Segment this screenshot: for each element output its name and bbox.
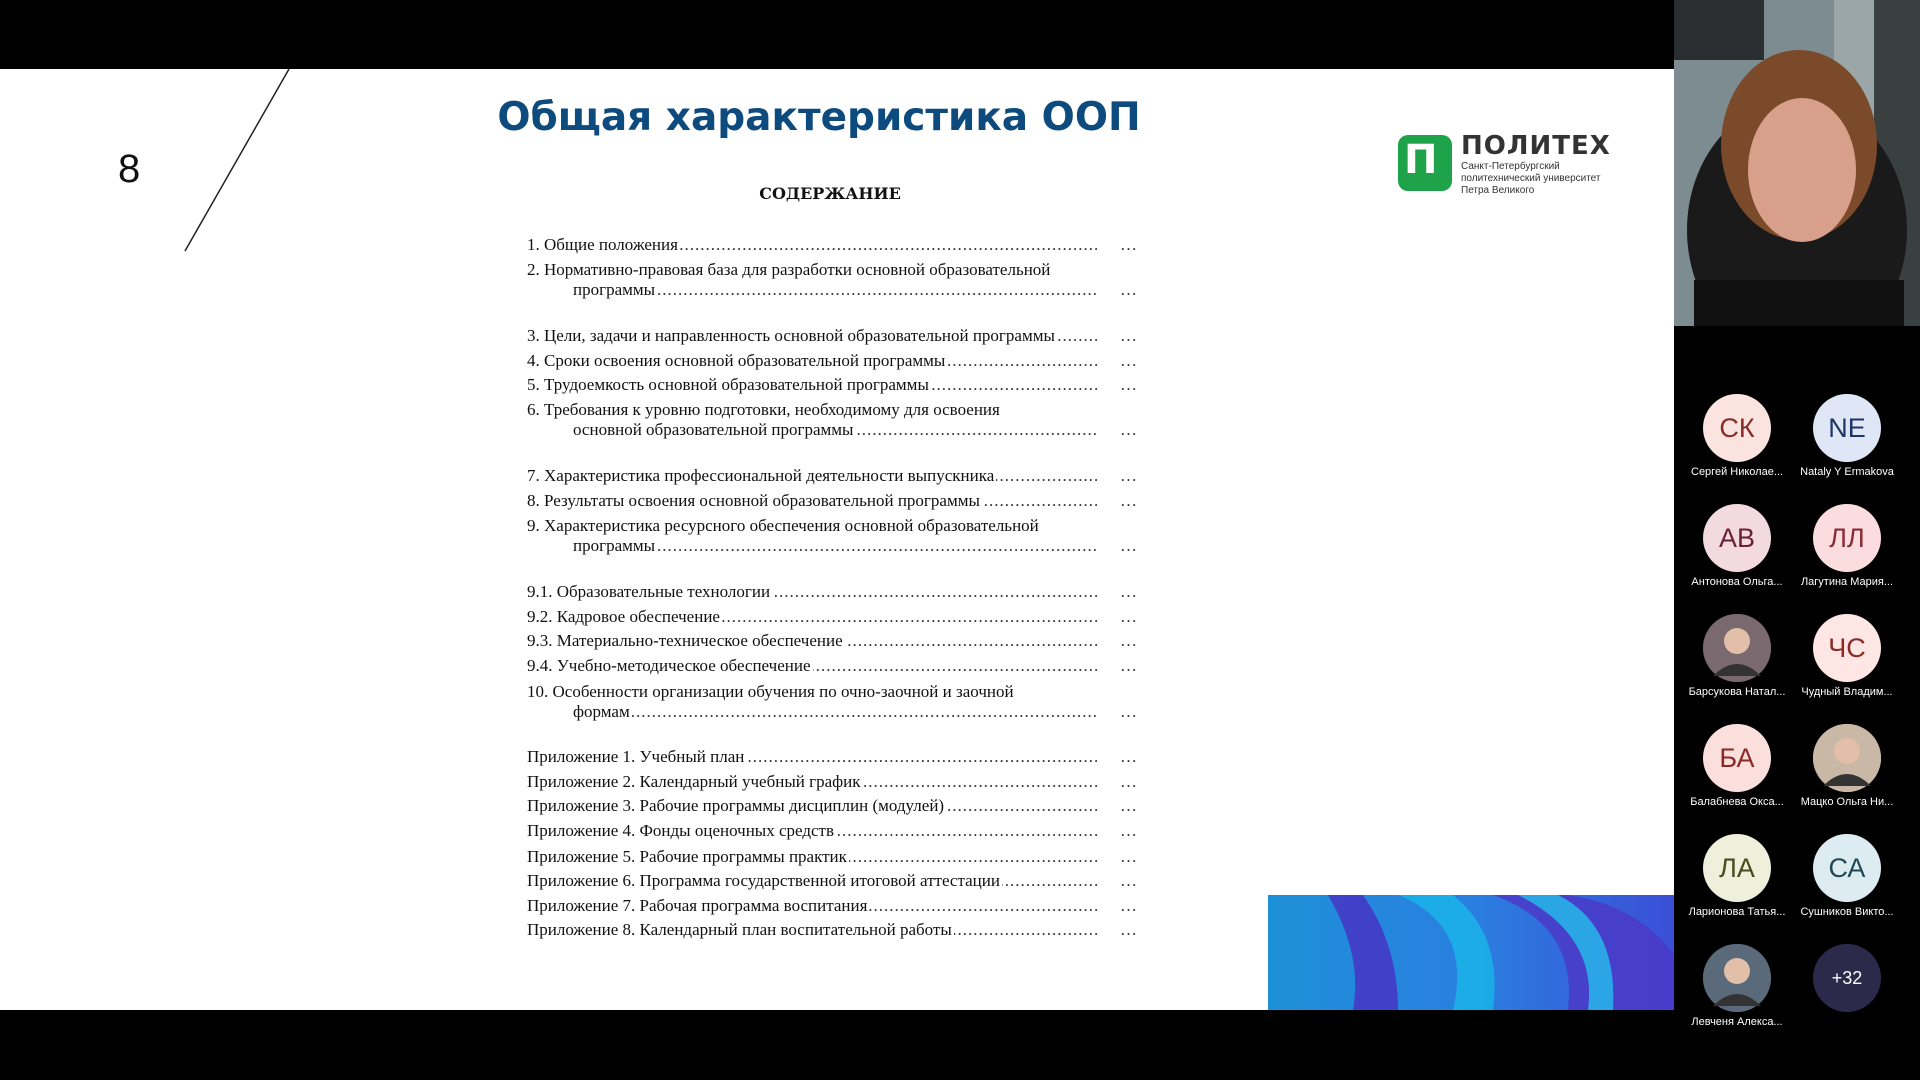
toc-item-label: программы xyxy=(573,536,656,555)
toc-item xyxy=(527,871,1137,891)
toc-item xyxy=(527,326,1137,346)
toc-item-label: Приложение 1. Учебный план xyxy=(527,747,745,766)
participant-tile[interactable] xyxy=(1682,944,1792,1044)
logo-name: ПОЛИТЕХ xyxy=(1461,131,1611,161)
participant-name: Ларионова Татья... xyxy=(1688,906,1786,918)
participant-name: Барсукова Натал... xyxy=(1688,686,1786,698)
toc-page-number: … xyxy=(1120,656,1137,675)
toc-page-number: … xyxy=(1120,536,1137,555)
toc-item-label: 7. Характеристика профессиональной деятельности выпускника xyxy=(527,466,995,485)
toc-page-number: … xyxy=(1120,351,1137,370)
participant-tile[interactable] xyxy=(1792,834,1902,934)
toc-item xyxy=(527,772,1137,792)
participant-avatar: СА xyxy=(1813,834,1881,902)
participant-photo xyxy=(1813,724,1881,792)
participant-tile[interactable] xyxy=(1792,614,1902,714)
toc-page-number: … xyxy=(1120,871,1137,890)
toc-item-label: Приложение 5. Рабочие программы практик xyxy=(527,847,847,866)
toc-item-label: Приложение 8. Календарный план воспитательной работы xyxy=(527,920,952,939)
toc-item xyxy=(527,375,1137,395)
toc-item-label: Приложение 6. Программа государственной итоговой аттестации xyxy=(527,871,1000,890)
toc-item-label: 3. Цели, задачи и направленность основной образовательной программы xyxy=(527,326,1055,345)
participant-avatar: БА xyxy=(1703,724,1771,792)
toc-item-label: 10. Особенности организации обучения по очно-заочной и заочной xyxy=(527,682,1014,701)
logo-subtitle: Санкт-Петербургский политехнический университет Петра Великого xyxy=(1461,161,1601,196)
toc-page-number: … xyxy=(1120,326,1137,345)
participant-avatar: +32 xyxy=(1813,944,1881,1012)
toc-item-label: 1. Общие положения xyxy=(527,235,678,254)
toc-page-number: … xyxy=(1120,747,1137,766)
toc-item-label: 2. Нормативно-правовая база для разработки основной образовательной xyxy=(527,260,1051,279)
toc-item xyxy=(527,516,1137,556)
participant-tile[interactable] xyxy=(1682,614,1792,714)
toc-item-label: 6. Требования к уровню подготовки, необходимому для освоения xyxy=(527,400,1000,419)
toc-item-label: 9.3. Материально-техническое обеспечение xyxy=(527,631,843,650)
participant-name: Сергей Николае... xyxy=(1691,466,1783,478)
toc-item-label: 5. Трудоемкость основной образовательной программы xyxy=(527,375,929,394)
toc-page-number: … xyxy=(1120,235,1137,254)
toc-heading: СОДЕРЖАНИЕ xyxy=(759,184,901,203)
toc-item-label: Приложение 7. Рабочая программа воспитания xyxy=(527,896,868,915)
toc-page-number: … xyxy=(1120,420,1137,439)
toc-item xyxy=(527,400,1137,440)
toc-page-number: … xyxy=(1120,466,1137,485)
toc-item xyxy=(527,896,1137,916)
participant-name: Антонова Ольга... xyxy=(1691,576,1783,588)
participant-name: Nataly Y Ermakova xyxy=(1800,466,1894,478)
toc-item xyxy=(527,631,1137,651)
toc-page-number: … xyxy=(1120,920,1137,939)
toc-item-label: 9.1. Образовательные технологии xyxy=(527,582,771,601)
toc-item-label: Приложение 3. Рабочие программы дисциплин (модулей) xyxy=(527,796,945,815)
participant-avatar: АВ xyxy=(1703,504,1771,572)
participant-tile[interactable] xyxy=(1792,504,1902,604)
toc-item xyxy=(527,920,1137,940)
toc-item xyxy=(527,351,1137,371)
toc-item xyxy=(527,582,1137,602)
participant-tile[interactable] xyxy=(1682,394,1792,494)
toc-item xyxy=(527,656,1137,676)
toc-item-label: основной образовательной программы xyxy=(573,420,854,439)
toc-item-label: формам xyxy=(573,702,630,721)
participant-tile[interactable] xyxy=(1682,834,1792,934)
participant-name: Балабнева Окса... xyxy=(1690,796,1784,808)
participant-name: Лагутина Мария... xyxy=(1800,576,1894,588)
participant-name: Чудный Владим... xyxy=(1801,686,1893,698)
slide-number: 8 xyxy=(118,147,141,191)
toc-item xyxy=(527,491,1137,511)
participant-tile[interactable] xyxy=(1682,724,1792,824)
toc-item xyxy=(527,747,1137,767)
participant-name: Мацко Ольга Ни... xyxy=(1800,796,1894,808)
presentation-slide xyxy=(0,69,1674,1010)
toc-page-number: … xyxy=(1120,847,1137,866)
toc-item xyxy=(527,847,1137,867)
logo-mark-icon: П xyxy=(1398,135,1452,191)
toc-item-label: программы xyxy=(573,280,656,299)
toc-item-label: 4. Сроки освоения основной образовательной программы xyxy=(527,351,946,370)
toc-item-label: Приложение 4. Фонды оценочных средств xyxy=(527,821,834,840)
toc-item xyxy=(527,260,1137,300)
toc-page-number: … xyxy=(1120,896,1137,915)
toc-item xyxy=(527,796,1137,816)
participant-tile[interactable] xyxy=(1792,944,1902,1044)
participant-avatar: ЛЛ xyxy=(1813,504,1881,572)
toc-item xyxy=(527,682,1137,722)
toc-item xyxy=(527,607,1137,627)
toc-item-label: Приложение 2. Календарный учебный график xyxy=(527,772,861,791)
toc-item-label: 9. Характеристика ресурсного обеспечения основной образовательной xyxy=(527,516,1039,535)
toc-page-number: … xyxy=(1120,582,1137,601)
toc-page-number: … xyxy=(1120,280,1137,299)
participant-tile[interactable] xyxy=(1682,504,1792,604)
toc-page-number: … xyxy=(1120,375,1137,394)
toc-item-label: 9.4. Учебно-методическое обеспечение xyxy=(527,656,811,675)
toc-page-number: … xyxy=(1120,796,1137,815)
participant-avatar: СК xyxy=(1703,394,1771,462)
toc-item-label: 9.2. Кадровое обеспечение xyxy=(527,607,720,626)
participant-avatar: NE xyxy=(1813,394,1881,462)
toc-page-number: … xyxy=(1120,607,1137,626)
speaker-video[interactable] xyxy=(1674,0,1920,326)
participant-avatar: ЛА xyxy=(1703,834,1771,902)
toc-page-number: … xyxy=(1120,821,1137,840)
participant-photo xyxy=(1703,614,1771,682)
participant-name: Левченя Алекса... xyxy=(1691,1016,1783,1028)
toc-page-number: … xyxy=(1120,772,1137,791)
participant-avatar: ЧС xyxy=(1813,614,1881,682)
toc-item xyxy=(527,821,1137,841)
toc-page-number: … xyxy=(1120,702,1137,721)
toc-leader-dots xyxy=(573,702,1097,722)
toc-item-label: 8. Результаты освоения основной образовательной программы xyxy=(527,491,980,510)
toc-item xyxy=(527,235,1137,255)
participant-tile[interactable] xyxy=(1792,724,1902,824)
toc-item xyxy=(527,466,1137,486)
participant-name: Сушников Викто... xyxy=(1800,906,1894,918)
participants-panel xyxy=(1674,0,1920,1080)
participant-photo xyxy=(1703,944,1771,1012)
toc-page-number: … xyxy=(1120,631,1137,650)
slide-title: Общая характеристика ООП xyxy=(497,95,1141,140)
speaker-video-frame xyxy=(1674,0,1920,326)
decorative-wave-graphic xyxy=(1268,895,1674,1010)
participant-tile[interactable] xyxy=(1792,394,1902,494)
toc-page-number: … xyxy=(1120,491,1137,510)
